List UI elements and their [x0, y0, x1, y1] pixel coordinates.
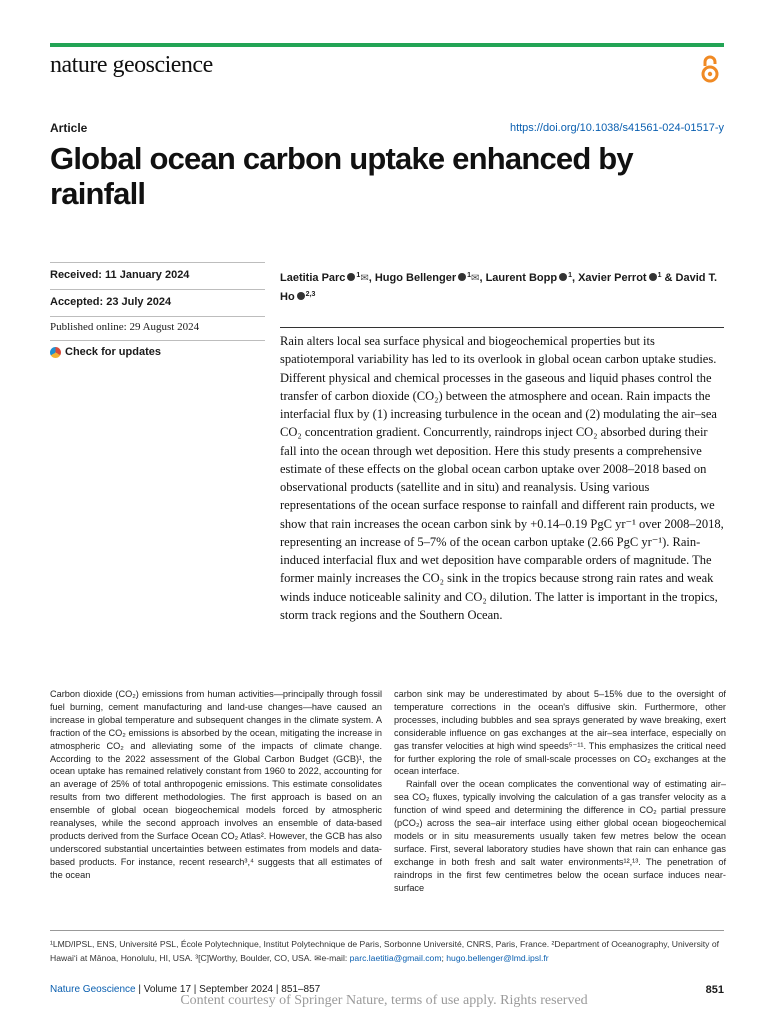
- author-name[interactable]: David T. Ho: [280, 272, 718, 303]
- check-updates-label: Check for updates: [65, 346, 161, 358]
- courtesy-watermark: Content courtesy of Springer Nature, terms of use apply. Rights reserved: [180, 993, 588, 1008]
- body-paragraph: carbon sink may be underestimated by about 5–15% due to the oversight of temperature corrections in the ocean's diffusive skin. Furthermore, other processes, including bubbles and sea sprays generated by wave breaking, exert considerable influence on gas exchanges at the air–sea interface, especially on gas transfer velocities at high wind speeds⁵⁻¹¹. This emphasizes the critical need for further exploring the role of small-scale processes on CO₂ exchanges at the ocean interface.: [394, 689, 726, 777]
- article-title: Global ocean carbon uptake enhanced by rainfall: [50, 141, 633, 211]
- author-name[interactable]: Hugo Bellenger: [374, 272, 457, 284]
- author-name[interactable]: Xavier Perrot: [578, 272, 647, 284]
- orcid-icon[interactable]: [458, 273, 466, 281]
- abstract-divider: [280, 327, 724, 328]
- author-list: Laetitia Parc $^1$✉, Hugo Bellenger $^1$✉, Laurent Bopp $^1$, Xavier Perrot $^1$ & David T. Ho $^{2,3}$: [280, 272, 718, 303]
- orcid-icon[interactable]: [649, 273, 657, 281]
- open-access-icon: [698, 54, 722, 84]
- body-column-left: [50, 688, 382, 882]
- doi-link[interactable]: https://doi.org/10.1038/s41561-024-01517-y: [509, 122, 724, 134]
- email-link[interactable]: parc.laetitia@gmail.com: [349, 953, 442, 963]
- abstract-text: Rain alters local sea surface physical and biogeochemical properties but its spatiotemporal variability has led to its overlook in global ocean carbon uptake studies. Different physical and chemical processes in the gaseous and liquid phases control the transfer of carbon dioxide (CO₂) between the atmosphere and ocean. Rain impacts the interfacial flux by (1) increasing turbulence in the ocean and (2) modulating the air–sea CO₂ concentration gradient. Concurrently, raindrops inject CO₂ absorbed during their fall into the ocean through wet deposition. Here this study presents a comprehensive estimate of these effects on the global ocean carbon uptake over 2008–2018 based on observational products (satellite and in situ) and reanalysis. Using various representations of the ocean surface response to rainfall and different rain products, we show that rain increases the ocean carbon sink by +0.14–0.19 PgC yr⁻¹ over 2008–2018, representing an increase of 5–7% of the ocean carbon uptake (2.66 PgC yr⁻¹). Rain-induced interfacial flux and wet deposition have comparable orders of magnitude. The former mainly increases the CO₂ sink in the tropics because strong rain rates and weak winds induce noticeable salinity and CO₂ dilution. The latter is important in the tropics, storm track regions and the Southern Ocean.: [280, 334, 724, 622]
- divider: [50, 262, 265, 263]
- footer-issue-info: | Volume 17 | September 2024 | 851–857: [135, 984, 321, 995]
- email-link[interactable]: hugo.bellenger@lmd.ipsl.fr: [446, 953, 549, 963]
- divider: [50, 316, 265, 317]
- divider: [50, 289, 265, 290]
- orcid-icon[interactable]: [297, 292, 305, 300]
- orcid-icon[interactable]: [347, 273, 355, 281]
- divider: [50, 340, 265, 341]
- author-name[interactable]: Laetitia Parc: [280, 272, 346, 284]
- envelope-icon[interactable]: ✉: [360, 273, 369, 284]
- body-paragraph: Rainfall over the ocean complicates the conventional way of estimating air–sea CO₂ fluxes, typically involving the calculation of a gas transfer velocity as a function of wind speed and determining the difference in CO₂ partial pressure (pCO₂) across the sea–air interface using either global ocean biogeochemical models or in situ measurements usually taken few metres below the ocean surface. First, several laboratory studies have shown that rain can enhance gas exchange in both fresh and salt water environments¹²,¹³. The penetration of raindrops in the first few centimetres below the ocean surface induces near-surface: [394, 779, 726, 893]
- affiliations-footnote: ¹LMD/IPSL, ENS, Université PSL, École Polytechnique, Institut Polytechnique de Paris, Sorbonne Université, CNRS, Paris, France. ²Department of Oceanography, University of Hawaiʻi at Mānoa, Honolulu, HI, USA. ³[C]Worthy, Boulder, CO, USA. ✉e-mail: parc.laetitia@gmail.com; hugo.bellenger@lmd.ipsl.fr: [50, 939, 720, 963]
- check-updates-icon: [50, 347, 61, 358]
- check-updates-button[interactable]: [50, 346, 265, 358]
- journal-accent-bar: [50, 43, 724, 47]
- footnote-divider: [50, 930, 724, 931]
- page-number: 851: [705, 984, 724, 996]
- received-date: Received: 11 January 2024: [50, 269, 190, 281]
- journal-name: nature geoscience: [50, 52, 213, 78]
- body-column-right: [394, 688, 726, 895]
- envelope-icon[interactable]: ✉: [471, 273, 480, 284]
- accepted-date: Accepted: 23 July 2024: [50, 296, 172, 308]
- body-paragraph: Carbon dioxide (CO₂) emissions from human activities—principally through fossil fuel burning, cement manufacturing and land-use changes—have caused an increase in global temperature and subsequent changes in the climate system. A fraction of the CO₂ emissions is absorbed by the ocean, mitigating the increase in atmospheric CO₂ and alleviating some of the impacts of climate change. According to the 2022 assessment of the Global Carbon Budget (GCB)¹, the ocean uptake has remained relatively constant from 1960 to 2022, accounting for an average of 25% of total anthropogenic emissions. This estimate consolidates results from two different methodologies. The first approach is based on an ensemble of global ocean biogeochemical models forced by atmospheric reanalyses, while the second approach involves an ensemble of data-based products derived from the Surface Ocean CO₂ Atlas². However, the GCB has also underscored substantial uncertainties between estimates from models and data-based products. For instance, recent research³,⁴ suggests that all estimates of the ocean: [50, 689, 382, 880]
- published-date: Published online: 29 August 2024: [50, 321, 200, 333]
- abstract: [280, 332, 724, 624]
- article-type: Article: [50, 121, 88, 135]
- author-name[interactable]: Laurent Bopp: [485, 272, 558, 284]
- footer-journal-link[interactable]: Nature Geoscience: [50, 984, 136, 995]
- orcid-icon[interactable]: [559, 273, 567, 281]
